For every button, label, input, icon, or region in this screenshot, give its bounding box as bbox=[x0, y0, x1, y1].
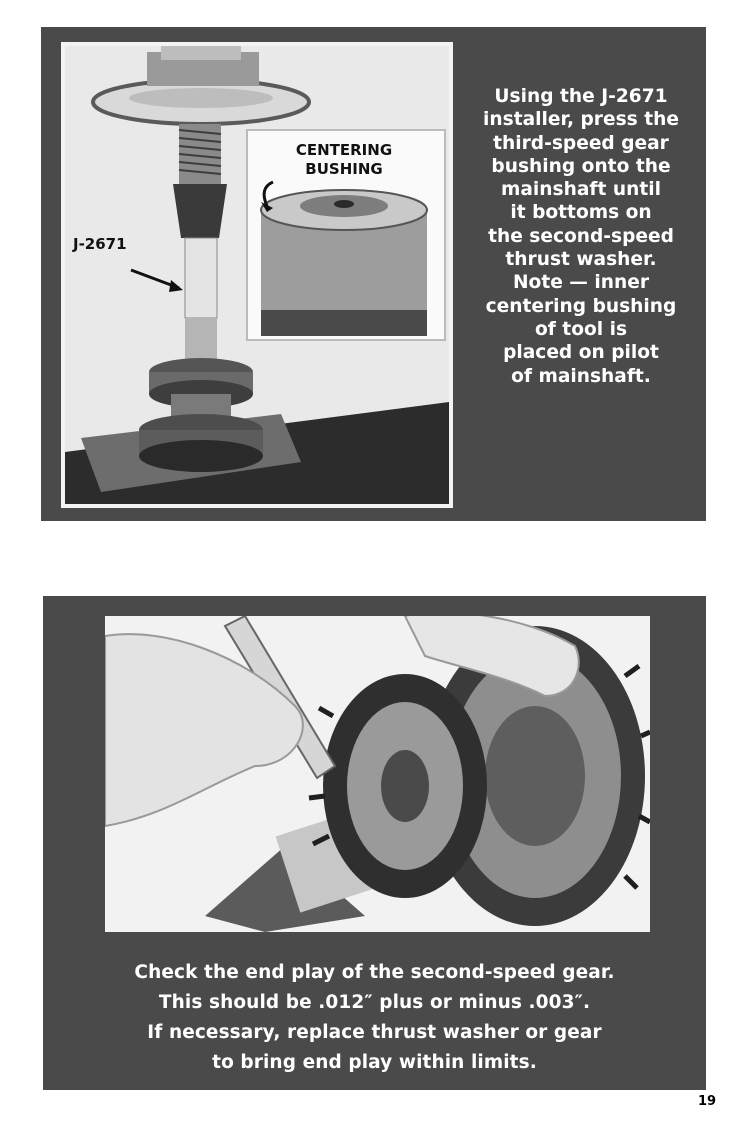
centering-bushing-label bbox=[279, 141, 409, 179]
caption-line: of tool is bbox=[534, 318, 628, 340]
caption-line: of mainshaft. bbox=[511, 365, 651, 387]
bottom-instruction-panel bbox=[43, 596, 706, 1090]
caption-line: installer, press the bbox=[483, 109, 679, 131]
caption-line: This should be .012″ plus or minus .003″. bbox=[158, 992, 591, 1013]
caption-line: Using the J-2671 bbox=[494, 86, 668, 107]
page-number: 19 bbox=[698, 1094, 717, 1109]
centering-label-line2: BUSHING bbox=[305, 160, 383, 178]
caption-line: placed on pilot bbox=[503, 342, 659, 364]
press-installer-photo bbox=[61, 42, 453, 508]
caption-line: thrust washer. bbox=[505, 249, 657, 271]
caption-line: to bring end play within limits. bbox=[212, 1052, 537, 1073]
feeler-gauge-illustration bbox=[105, 616, 650, 932]
press-installer-illustration bbox=[61, 42, 453, 508]
end-play-check-photo bbox=[105, 616, 650, 932]
caption-line: third-speed gear bbox=[493, 132, 669, 154]
caption-line: the second-speed bbox=[488, 225, 674, 247]
tool-j2671-label: J-2671 bbox=[73, 235, 127, 253]
caption-line: Check the end play of the second-speed gear. bbox=[134, 962, 615, 983]
bottom-caption bbox=[57, 958, 692, 1078]
caption-line: Note — inner bbox=[512, 272, 649, 294]
top-instruction-panel bbox=[41, 27, 706, 521]
caption-line: bushing onto the bbox=[491, 155, 671, 177]
caption-line: it bottoms on bbox=[510, 202, 652, 224]
caption-line: centering bushing bbox=[485, 295, 677, 317]
top-caption bbox=[461, 85, 701, 388]
centering-label-line1: CENTERING bbox=[295, 141, 393, 159]
caption-line: If necessary, replace thrust washer or gear bbox=[147, 1022, 602, 1043]
caption-line: mainshaft until bbox=[501, 179, 661, 201]
